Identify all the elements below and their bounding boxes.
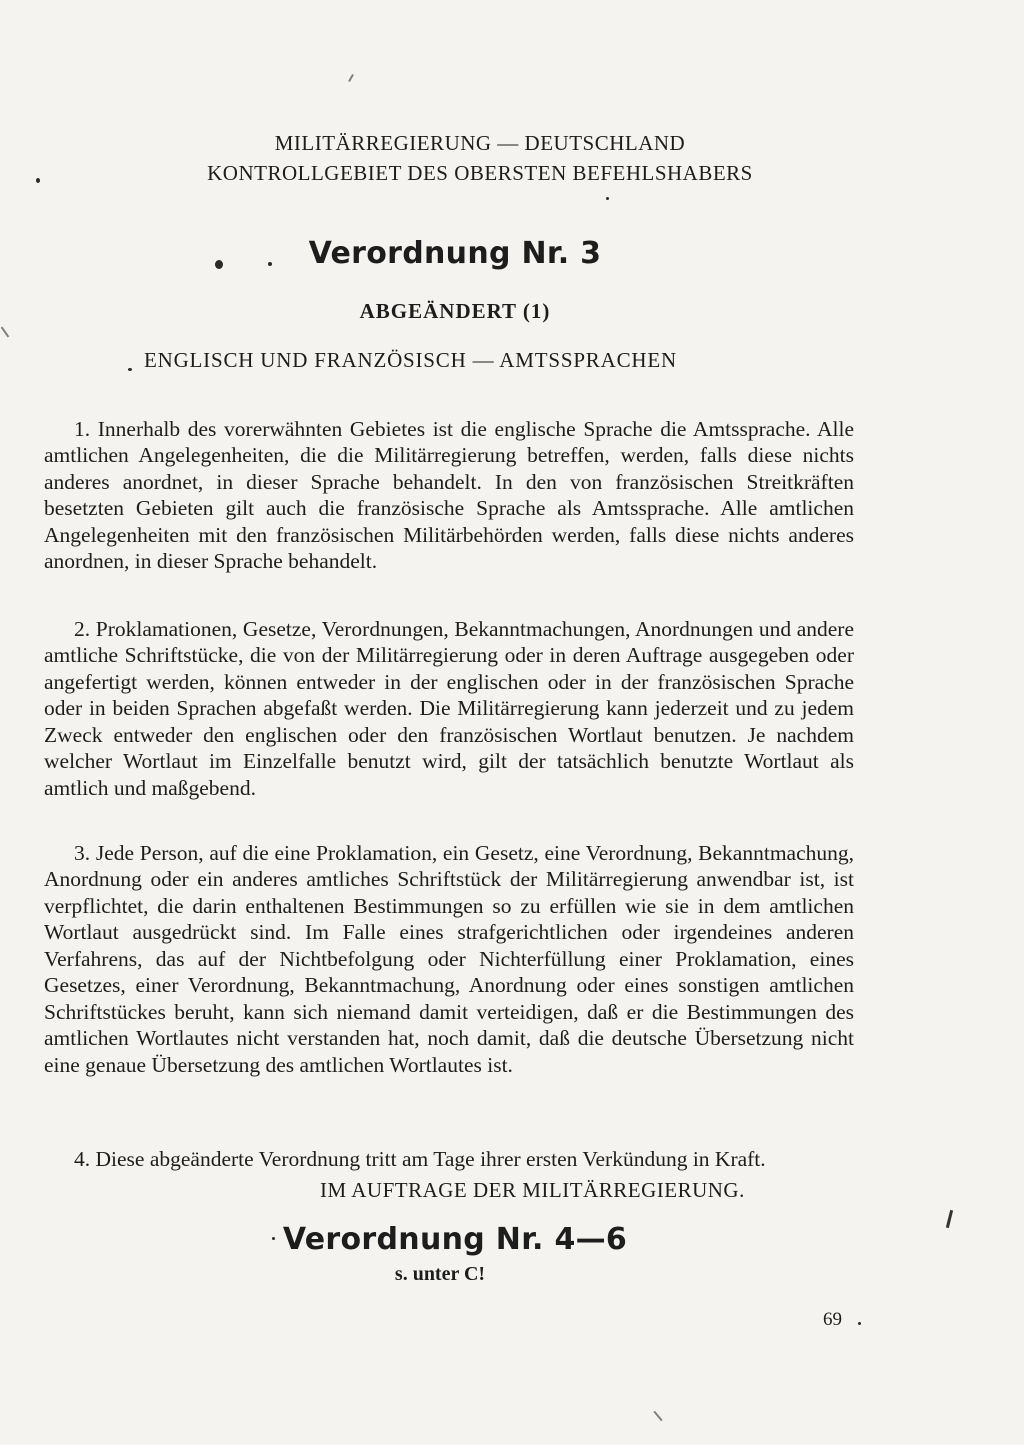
scan-speck [128,368,132,371]
scan-mark [1,327,10,338]
paragraph-2: 2. Proklamationen, Gesetze, Verordnungen, Bekanntmachungen, Anordnungen und andere amtliche Schriftstücke, die von der Militärregierung oder in deren Auftrage ausgegeben oder angefertigt werden, können entweder in der englischen oder in der französischen Sprache oder in beiden Sprachen abgefaßt werden. Die Militärregierung kann jederzeit und zu jedem Zweck entweder den englischen oder den französischen Wortlaut benutzen. Je nachdem welcher Wortlaut im Einzelfalle benutzt wird, gilt der tatsächlich benutzte Wortlaut als amtlich und maßgebend. [44,616,854,800]
scan-mark [653,1411,662,1421]
page-number: 69 [823,1309,842,1330]
scan-mark [348,74,354,82]
reference-note: s. unter C! [394,1263,486,1285]
paragraph-3: 3. Jede Person, auf die eine Proklamation, ein Gesetz, eine Verordnung, Bekanntmachung, Anordnung oder ein anderes amtliches Schriftstück der Militärregierung anwendbar ist, ist verpflichtet, die darin enthaltenen Bestimmungen so zu erfüllen wie sie in dem amtlichen Wortlaut ausgedrückt sind. Im Falle eines strafgerichtlichen oder irgendeines anderen Verfahrens, das auf der Nichtbefolgung oder Nichterfüllung einer Proklamation, eines Gesetzes, einer Verordnung, Bekanntmachung, Anordnung oder eines sonstigen amtlichen Schriftstückes beruht, kann sich niemand damit verteidigen, daß er die Bestimmungen des amtlichen Wortlautes nicht verstanden hat, noch damit, daß die deutsche Übersetzung nicht eine genaue Übersetzung des amtlichen Wortlautes ist. [44,840,854,1077]
header-line-1: MILITÄRREGIERUNG — DEUTSCHLAND [274,131,686,155]
paragraph-1: 1. Innerhalb des vorerwähnten Gebietes ist die englische Sprache die Amtssprache. Alle amtlichen Angelegenheiten, die die Militärregierung betreffen, werden, falls diese nichts anderes anordnet, in dieser Sprache behandelt. In den von französischen Streitkräften besetzten Gebieten gilt auch die französische Sprache als Amtssprache. Alle amtlichen Angelegenheiten mit den französischen Militärbehörden werden, falls diese nichts anderes anordnen, in dieser Sprache behandelt. [44,416,854,573]
signature-line: IM AUFTRAGE DER MILITÄRREGIERUNG. [320,1178,745,1202]
header-line-2: KONTROLLGEBIET DES OBERSTEN BEFEHLSHABERS [207,161,753,185]
scan-speck [272,1237,275,1240]
scan-mark [946,1210,953,1228]
section-heading: ENGLISCH UND FRANZÖSISCH — AMTSSPRACHEN [144,348,677,372]
scan-speck [36,178,40,183]
scan-speck [268,262,272,266]
next-ordinance-title: Verordnung Nr. 4—6 [282,1222,628,1257]
ordinance-subtitle: ABGEÄNDERT (1) [359,299,551,323]
scan-speck [858,1322,861,1325]
ordinance-title: Verordnung Nr. 3 [308,236,602,271]
scan-speck [606,197,609,200]
paragraph-4: 4. Diese abgeänderte Verordnung tritt am Tage ihrer ersten Verkündung in Kraft. [74,1146,766,1171]
scan-speck [215,260,223,269]
